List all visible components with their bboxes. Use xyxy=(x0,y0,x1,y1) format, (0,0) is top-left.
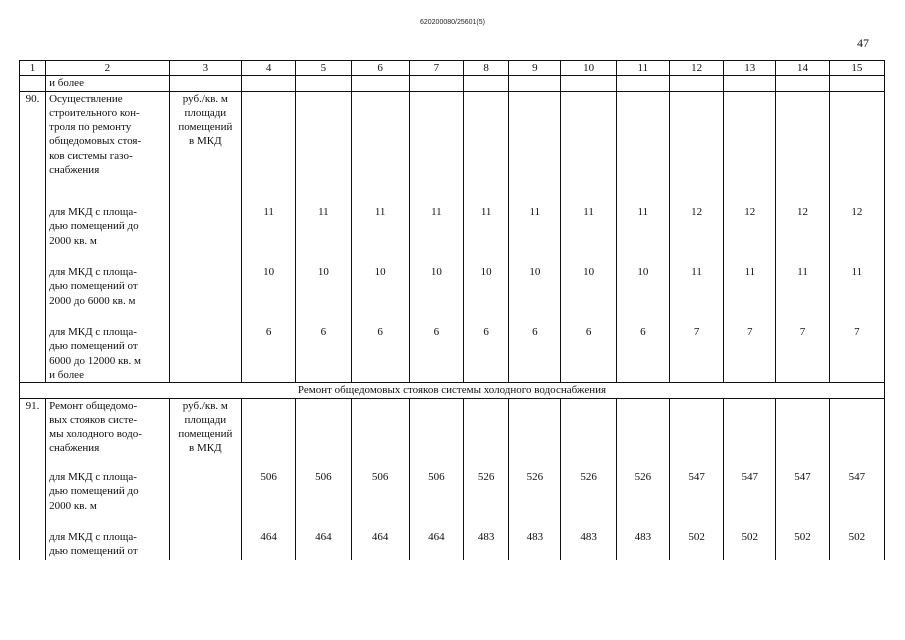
value-cell xyxy=(616,265,669,325)
value-text: 483 xyxy=(634,531,652,544)
value-cell xyxy=(669,76,723,91)
value-text: 506 xyxy=(371,471,389,484)
text-line: площади xyxy=(184,413,227,426)
value-cell xyxy=(829,265,884,325)
value-cell xyxy=(724,91,776,205)
value-text: 11 xyxy=(851,266,863,279)
value-text: 483 xyxy=(580,531,597,544)
value-cell xyxy=(409,265,463,325)
value-cell xyxy=(561,76,616,91)
text-line: дью помещений от xyxy=(49,280,138,293)
text-line: для МКД с площа- xyxy=(49,206,137,219)
column-header: 3 xyxy=(169,61,241,76)
table-body xyxy=(20,61,885,561)
value-cell xyxy=(616,398,669,470)
subrow-label xyxy=(46,265,170,325)
value-text: 12 xyxy=(691,206,703,219)
value-text: 7 xyxy=(693,326,700,339)
page-number: 47 xyxy=(857,36,869,50)
value-cell xyxy=(296,91,351,205)
value-cell xyxy=(616,470,669,530)
text-line: общедомовых стоя- xyxy=(49,135,142,148)
value-cell xyxy=(509,530,561,560)
text-line: 2000 кв. м xyxy=(49,499,97,512)
value-text: 547 xyxy=(688,471,705,484)
item90-title-row xyxy=(20,91,885,205)
row-number xyxy=(20,205,46,265)
column-header: 15 xyxy=(829,61,884,76)
subrow-label xyxy=(46,470,170,530)
section-title: Ремонт общедомовых стояков системы холодного водоснабжения xyxy=(20,383,885,398)
text-line: дью помещений от xyxy=(49,545,138,558)
value-cell xyxy=(829,325,884,383)
item91-subrow xyxy=(20,530,885,560)
subrow-label xyxy=(46,205,170,265)
value-cell xyxy=(242,265,296,325)
value-text: 502 xyxy=(741,531,759,544)
value-cell xyxy=(242,470,296,530)
value-text: 12 xyxy=(797,206,809,219)
value-cell xyxy=(409,470,463,530)
value-cell xyxy=(776,265,829,325)
value-cell xyxy=(724,530,776,560)
text-line: Осуществление xyxy=(49,92,123,105)
text-line: в МКД xyxy=(189,442,222,455)
value-text: 6 xyxy=(483,326,489,339)
value-cell xyxy=(242,91,296,205)
value-cell xyxy=(296,76,351,91)
value-cell xyxy=(409,76,463,91)
text-line: 2000 до 6000 кв. м xyxy=(49,294,136,307)
value-text: 10 xyxy=(374,266,386,279)
value-cell xyxy=(669,470,723,530)
text-line: строительного кон- xyxy=(49,106,140,119)
value-cell xyxy=(464,91,509,205)
value-cell xyxy=(464,325,509,383)
row-number xyxy=(20,265,46,325)
text-line: дью помещений от xyxy=(49,340,138,353)
row-number xyxy=(20,470,46,530)
value-text: 526 xyxy=(477,471,495,484)
text-line: в МКД xyxy=(189,135,222,148)
subrow-label xyxy=(46,530,170,560)
value-text: 502 xyxy=(848,531,866,544)
unit-cell xyxy=(169,470,241,530)
unit-cell xyxy=(169,530,241,560)
text-line: 2000 кв. м xyxy=(49,234,97,247)
text-line: снабжения xyxy=(49,164,100,177)
value-text: 7 xyxy=(799,326,806,339)
value-text: 506 xyxy=(260,471,277,484)
column-header: 10 xyxy=(561,61,616,76)
value-cell xyxy=(561,530,616,560)
value-cell xyxy=(464,530,509,560)
value-cell xyxy=(509,91,561,205)
column-header: 1 xyxy=(20,61,46,76)
value-text: 11 xyxy=(431,206,442,219)
text-line: для МКД с площа- xyxy=(49,266,137,279)
value-cell xyxy=(669,205,723,265)
value-text: 547 xyxy=(741,471,759,484)
value-text: 11 xyxy=(263,206,274,219)
column-header: 5 xyxy=(296,61,351,76)
value-text: 11 xyxy=(797,266,808,279)
item91-subrow xyxy=(20,470,885,530)
text-line: для МКД с площа- xyxy=(49,531,137,544)
value-cell xyxy=(464,398,509,470)
value-cell xyxy=(242,398,296,470)
value-cell xyxy=(351,470,409,530)
text-line: дью помещений до xyxy=(49,220,139,233)
value-text: 10 xyxy=(263,266,275,279)
text-line: снабжения xyxy=(49,442,100,455)
value-cell xyxy=(296,265,351,325)
value-text: 526 xyxy=(526,471,544,484)
value-text: 464 xyxy=(371,531,389,544)
value-text: 526 xyxy=(580,471,597,484)
value-text: 11 xyxy=(318,206,329,219)
value-cell xyxy=(616,76,669,91)
value-cell xyxy=(669,325,723,383)
document-code: 620200080/25601(5) xyxy=(419,19,485,26)
value-text: 483 xyxy=(526,531,544,544)
value-cell xyxy=(776,530,829,560)
value-cell xyxy=(776,91,829,205)
value-cell xyxy=(509,470,561,530)
value-cell xyxy=(509,325,561,383)
value-cell xyxy=(561,325,616,383)
text-line: для МКД с площа- xyxy=(49,471,137,484)
column-header: 4 xyxy=(242,61,296,76)
value-cell xyxy=(409,530,463,560)
value-cell xyxy=(351,205,409,265)
value-text: 11 xyxy=(480,206,492,219)
unit-cell xyxy=(169,398,241,470)
value-text: 483 xyxy=(477,531,495,544)
column-header: 7 xyxy=(409,61,463,76)
text-line: площади xyxy=(184,106,227,119)
column-header: 14 xyxy=(776,61,829,76)
text-line: помещений xyxy=(178,428,233,441)
value-cell xyxy=(351,530,409,560)
value-cell xyxy=(296,530,351,560)
value-text: 10 xyxy=(637,266,649,279)
value-text: 464 xyxy=(428,531,445,544)
text-line: дью помещений до xyxy=(49,485,139,498)
value-cell xyxy=(464,470,509,530)
value-cell xyxy=(561,205,616,265)
unit-cell xyxy=(169,76,241,91)
unit-cell xyxy=(169,91,241,205)
value-cell xyxy=(829,91,884,205)
text-line: вых стояков систе- xyxy=(49,413,138,426)
column-header: 2 xyxy=(46,61,170,76)
value-cell xyxy=(509,76,561,91)
value-text: 10 xyxy=(317,266,329,279)
value-cell xyxy=(776,398,829,470)
value-text: 6 xyxy=(532,326,538,339)
value-cell xyxy=(242,325,296,383)
value-cell xyxy=(242,205,296,265)
value-text: 547 xyxy=(848,471,866,484)
section-header-row xyxy=(20,383,885,398)
value-text: 6 xyxy=(265,326,272,339)
value-cell xyxy=(351,325,409,383)
value-cell xyxy=(509,205,561,265)
value-cell xyxy=(509,398,561,470)
value-text: 11 xyxy=(374,206,386,219)
text-line: 6000 до 12000 кв. м xyxy=(49,354,141,367)
text-line: ков системы газо- xyxy=(49,149,133,162)
value-cell xyxy=(724,265,776,325)
value-text: 11 xyxy=(637,206,649,219)
value-text: 6 xyxy=(585,326,592,339)
value-text: 11 xyxy=(583,206,594,219)
value-cell xyxy=(296,325,351,383)
value-text: 6 xyxy=(640,326,646,339)
value-cell xyxy=(616,205,669,265)
column-header: 13 xyxy=(724,61,776,76)
row-number: 90. xyxy=(20,91,46,205)
value-cell xyxy=(724,205,776,265)
value-cell xyxy=(616,530,669,560)
row-number xyxy=(20,325,46,383)
column-header: 6 xyxy=(351,61,409,76)
value-cell xyxy=(561,398,616,470)
value-text: 526 xyxy=(634,471,652,484)
value-cell xyxy=(561,470,616,530)
value-cell xyxy=(351,91,409,205)
value-text: 10 xyxy=(480,266,492,279)
value-cell xyxy=(669,398,723,470)
value-cell xyxy=(296,398,351,470)
value-cell xyxy=(409,205,463,265)
subrow-label xyxy=(46,325,170,383)
value-cell xyxy=(351,76,409,91)
value-cell xyxy=(616,325,669,383)
value-text: 12 xyxy=(744,206,756,219)
value-cell xyxy=(409,91,463,205)
value-cell xyxy=(464,265,509,325)
value-cell xyxy=(829,470,884,530)
value-text: 10 xyxy=(430,266,442,279)
column-header: 11 xyxy=(616,61,669,76)
value-text: 502 xyxy=(794,531,811,544)
value-text: 6 xyxy=(433,326,440,339)
value-text: 464 xyxy=(260,531,277,544)
value-cell xyxy=(351,398,409,470)
unit-cell xyxy=(169,265,241,325)
value-text: 10 xyxy=(583,266,595,279)
value-cell xyxy=(829,76,884,91)
description-cell xyxy=(46,398,170,470)
unit-cell xyxy=(169,205,241,265)
row-number xyxy=(20,76,46,91)
text-line: руб./кв. м xyxy=(182,399,228,412)
value-text: 506 xyxy=(315,471,332,484)
value-text: 506 xyxy=(428,471,445,484)
description-cell xyxy=(46,91,170,205)
value-cell xyxy=(242,530,296,560)
value-text: 12 xyxy=(851,206,863,219)
value-text: 6 xyxy=(320,326,327,339)
row-number: 91. xyxy=(20,398,46,470)
value-text: 10 xyxy=(529,266,541,279)
column-header: 9 xyxy=(509,61,561,76)
continuation-row xyxy=(20,76,885,91)
value-cell xyxy=(776,470,829,530)
value-cell xyxy=(776,205,829,265)
value-cell xyxy=(296,205,351,265)
value-text: 11 xyxy=(691,266,702,279)
value-cell xyxy=(669,530,723,560)
value-cell xyxy=(724,398,776,470)
value-cell xyxy=(351,265,409,325)
description-cell: и более xyxy=(46,76,170,91)
value-cell xyxy=(242,76,296,91)
value-cell xyxy=(829,398,884,470)
column-header: 8 xyxy=(464,61,509,76)
column-header-row xyxy=(20,61,885,76)
value-cell xyxy=(829,530,884,560)
value-cell xyxy=(561,265,616,325)
text-line: мы холодного водо- xyxy=(49,428,142,441)
value-cell xyxy=(829,205,884,265)
value-cell xyxy=(464,205,509,265)
column-header: 12 xyxy=(669,61,723,76)
value-text: 11 xyxy=(744,266,756,279)
value-cell xyxy=(669,265,723,325)
value-text: 6 xyxy=(377,326,383,339)
unit-cell xyxy=(169,325,241,383)
value-cell xyxy=(724,325,776,383)
value-cell xyxy=(561,91,616,205)
text-line: для МКД с площа- xyxy=(49,326,137,339)
value-cell xyxy=(464,76,509,91)
item90-subrow xyxy=(20,325,885,383)
row-number xyxy=(20,530,46,560)
value-cell xyxy=(409,398,463,470)
item90-subrow xyxy=(20,265,885,325)
value-cell xyxy=(669,91,723,205)
value-text: 502 xyxy=(688,531,705,544)
value-cell xyxy=(724,76,776,91)
value-text: 7 xyxy=(854,326,860,339)
value-cell xyxy=(776,76,829,91)
text-line: помещений xyxy=(178,121,233,134)
value-text: 11 xyxy=(529,206,541,219)
value-cell xyxy=(409,325,463,383)
item90-subrow xyxy=(20,205,885,265)
value-cell xyxy=(296,470,351,530)
value-cell xyxy=(616,91,669,205)
value-text: 7 xyxy=(747,326,753,339)
value-cell xyxy=(776,325,829,383)
value-text: 464 xyxy=(315,531,332,544)
tariff-table xyxy=(19,60,885,560)
text-line: руб./кв. м xyxy=(182,92,228,105)
text-line: и более xyxy=(49,368,84,381)
text-line: троля по ремонту xyxy=(49,121,132,134)
value-text: 547 xyxy=(794,471,811,484)
value-cell xyxy=(509,265,561,325)
item91-title-row xyxy=(20,398,885,470)
value-cell xyxy=(724,470,776,530)
text-line: Ремонт общедомо- xyxy=(49,399,138,412)
